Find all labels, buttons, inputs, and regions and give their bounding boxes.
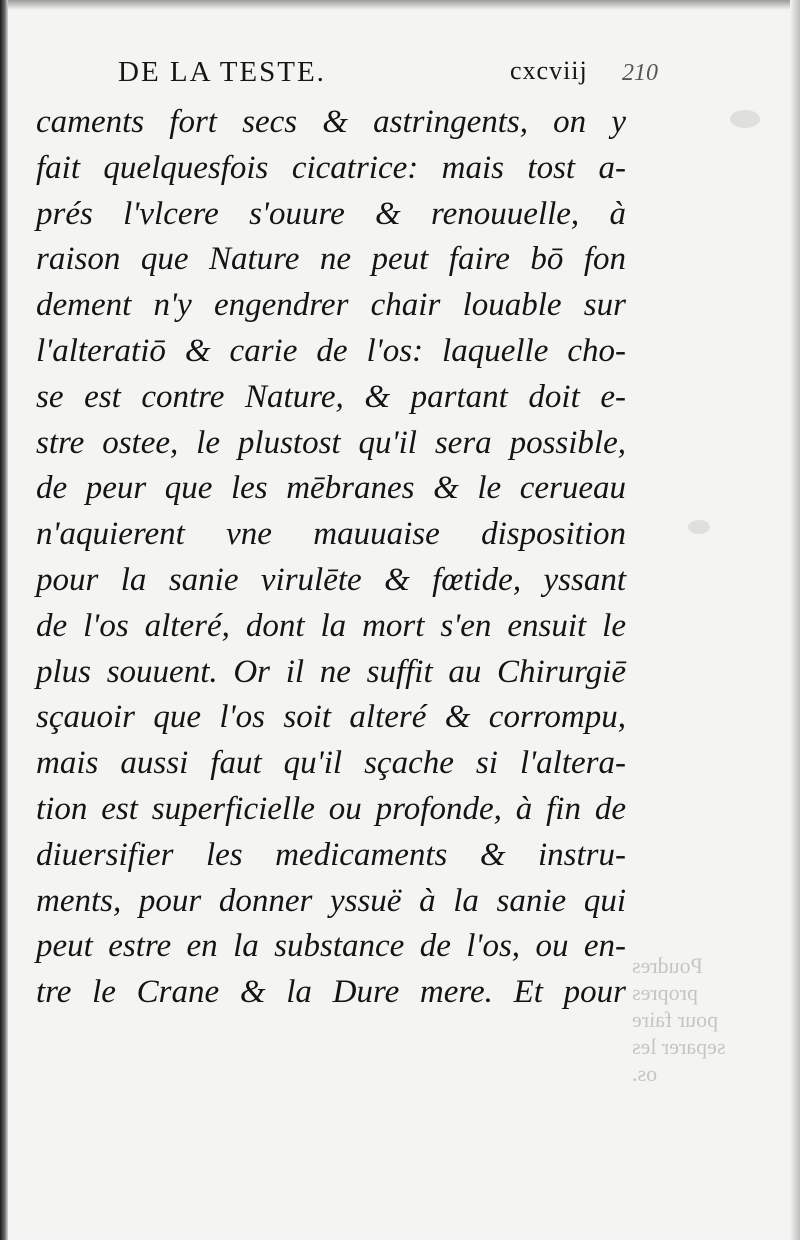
text-line: caments fort secs & astringents, on y	[36, 104, 626, 140]
paper-stain	[688, 520, 710, 534]
bleed-through-margin-note	[632, 952, 782, 1087]
text-line: de peur que les mēbranes & le cerueau	[36, 470, 626, 507]
text-line: se est contre Nature, & partant doit e-	[36, 378, 626, 415]
body-text	[36, 100, 626, 1016]
bleed-through-line: propres	[632, 980, 698, 1005]
text-line: de l'os alteré, dont la mort s'en ensuit le	[36, 607, 626, 644]
folio-number: cxcviij	[510, 56, 588, 85]
text-line: mais aussi faut qu'il sçache si l'altera-	[36, 745, 626, 782]
bleed-through-line: pour faire	[632, 1007, 719, 1032]
text-line: tre le Crane & la Dure mere. Et pour	[36, 974, 626, 1011]
text-line: prés l'vlcere s'ouure & renouuelle, à	[36, 195, 626, 232]
text-line: plus souuent. Or il ne suffit au Chirurgiē	[36, 653, 626, 690]
scan-edge-left	[0, 0, 8, 1240]
text-line: peut estre en la substance de l'os, ou en-	[36, 928, 626, 965]
bleed-through-line: Poudres	[632, 953, 703, 978]
text-line: tion est superficielle ou profonde, à fin de	[36, 790, 626, 827]
text-line: diuersifier les medicaments & instru-	[36, 836, 626, 873]
text-line: stre ostee, le plustost qu'il sera possible,	[36, 424, 626, 461]
text-line: fait quelquesfois cicatrice: mais tost a-	[36, 149, 626, 186]
text-line: n'aquierent vne mauuaise disposition	[36, 516, 626, 553]
text-line: l'alteratiō & carie de l'os: laquelle cho-	[36, 332, 626, 369]
running-head: DE LA TESTE.	[118, 56, 326, 88]
scan-edge-right	[790, 0, 800, 1240]
text-line: dement n'y engendrer chair louable sur	[36, 287, 626, 324]
text-line: ments, pour donner yssuë à la sanie qui	[36, 882, 626, 919]
bleed-through-line: separer les	[632, 1034, 726, 1059]
scan-edge-top	[0, 0, 800, 10]
paper-stain	[730, 110, 760, 128]
handwritten-page-number: 210	[622, 60, 658, 86]
text-line: raison que Nature ne peut faire bō fon	[36, 241, 626, 278]
bleed-through-line: os.	[632, 1061, 658, 1086]
text-line: sçauoir que l'os soit alteré & corrompu,	[36, 699, 626, 736]
text-line: pour la sanie virulēte & fœtide, yssant	[36, 561, 626, 598]
